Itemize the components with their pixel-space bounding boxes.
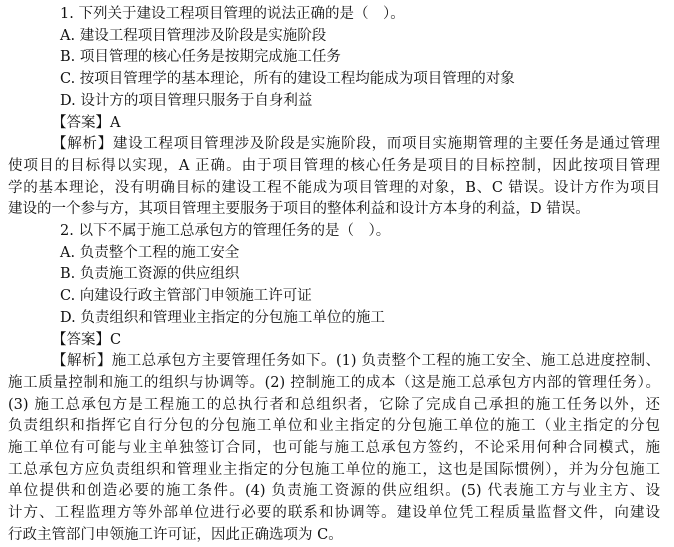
q1-option-c: C. 按项目管理学的基本理论，所有的建设工程均能成为项目管理的对象 <box>60 71 515 88</box>
q2-analysis-line: 单位提供和创造必要的施工条件。(4) 负责施工资源的供应组织。(5) 代表施工方与业主方、设 <box>8 483 660 500</box>
q1-analysis-line: 建设的一个参与方，其项目管理主要服务于项目的整体利益和设计方本身的利益，D 错误。 <box>8 201 590 218</box>
q1-analysis-line: 使项目的目标得以实现，A 正确。由于项目管理的核心任务是项目的目标控制，因此按项目管理 <box>8 157 660 174</box>
q2-analysis-line: 负责组织和指挥它自行分包的分包施工单位和业主指定的分包施工单位的施工（业主指定的分包 <box>8 418 660 435</box>
q1-analysis-line: 学的基本理论，没有明确目标的建设工程不能成为项目管理的对象，B、C 错误。设计方作为项目 <box>8 179 660 196</box>
q2-option-b: B. 负责施工资源的供应组织 <box>60 266 240 283</box>
q2-analysis-line: 行政主管部门申领施工许可证，因此正确选项为 C。 <box>8 526 343 543</box>
q2-option-d: D. 负责组织和管理业主指定的分包施工单位的施工 <box>60 309 385 326</box>
q1-stem: 1. 下列关于建设工程项目管理的说法正确的是（ ）。 <box>60 6 405 22</box>
q2-option-c: C. 向建设行政主管部门申领施工许可证 <box>60 288 312 305</box>
q2-analysis-line: 工总承包方应负责组织和管理业主指定的分包施工单位的施工，这也是国际惯例），并为分包施工 <box>8 461 660 478</box>
q2-analysis <box>8 351 660 546</box>
q2-analysis-line: (3) 施工总承包方是工程施工的总执行者和总组织者，它除了完成自己承担的施工任务以外，还 <box>8 396 660 413</box>
q2-option-a: A. 负责整个工程的施工安全 <box>60 244 240 261</box>
q1-analysis-line: 【解析】建设工程项目管理涉及阶段是实施阶段，而项目实施期管理的主要任务是通过管理 <box>52 136 660 153</box>
q1-option-b: B. 项目管理的核心任务是按期完成施工任务 <box>60 49 341 66</box>
q1-answer: 【答案】A <box>52 114 121 131</box>
q2-analysis-line: 施工质量控制和施工的组织与协调等。(2) 控制施工的成本（这是施工总承包方内部的管理任务）。 <box>8 374 660 391</box>
q1-option-a: A. 建设工程项目管理涉及阶段是实施阶段 <box>60 27 327 44</box>
q2-answer: 【答案】C <box>52 331 122 348</box>
q2-stem: 2. 以下不属于施工总承包方的管理任务的是（ ）。 <box>60 223 391 240</box>
q2-analysis-line: 施工单位有可能与业主单独签订合同，也可能与施工总承包方签约，不论采用何种合同模式，施 <box>8 440 660 457</box>
q2-analysis-line: 计方、工程监理方等外部单位进行必要的联系和协调等。建设单位凭工程质量监督文件，向建设 <box>8 505 660 522</box>
q1-option-d: D. 设计方的项目管理只服务于自身利益 <box>60 92 313 109</box>
q2-analysis-line: 【解析】施工总承包方主要管理任务如下。(1) 负责整个工程的施工安全、施工总进度控制、 <box>52 353 660 370</box>
q1-analysis <box>8 134 660 221</box>
